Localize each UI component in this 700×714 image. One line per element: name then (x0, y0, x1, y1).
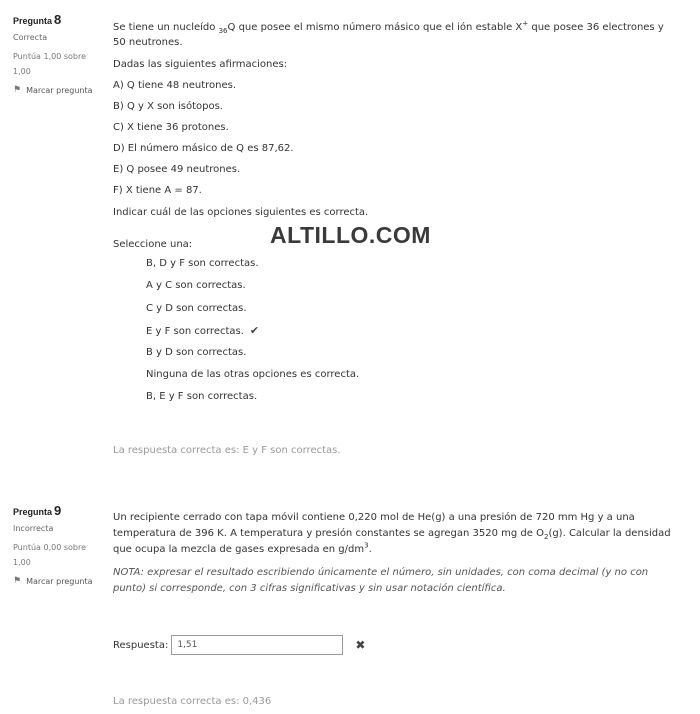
q9-stem-a: Un recipiente cerrado con tapa móvil contiene 0,220 mol de He(g) a una presión de 720 mm Hg y a una temperatura de 396 K. A temperatura y presión constantes se agregan 3520 mg de O (113, 512, 635, 539)
q8-grade (13, 49, 103, 79)
q9-grade (13, 540, 103, 570)
q8-stem-sup: + (522, 19, 529, 28)
q9-grade-line1: Puntúa 0,00 sobre (13, 543, 87, 552)
q9-answer-label: Respuesta: (113, 639, 169, 651)
q8-option-5[interactable]: B y D son correctas. (146, 347, 247, 358)
q9-answer-row (113, 635, 365, 655)
q8-stem-sub: 36 (218, 27, 228, 35)
q8-state: Correcta (13, 33, 48, 42)
q9-flag-button[interactable] (13, 576, 103, 586)
q8-statement-b: B) Q y X son isótopos. (113, 101, 223, 112)
q8-label: Pregunta (13, 16, 53, 26)
q8-option-6[interactable]: Ninguna de las otras opciones es correcta. (146, 369, 360, 380)
q8-stem-c: que posee 36 electrones y 50 neutrones. (113, 22, 664, 48)
check-icon: ✔ (249, 324, 260, 337)
flag-icon: ⚑ (13, 85, 22, 95)
q8-option-2[interactable]: A y C son correctas. (146, 280, 246, 291)
q8-number: 8 (54, 12, 62, 27)
q9-stem (113, 510, 678, 558)
q9-title (13, 503, 103, 518)
q8-instruction: Indicar cuál de las opciones siguientes es correcta. (113, 207, 369, 218)
q8-intro: Dadas las siguientes afirmaciones: (113, 59, 288, 70)
q8-flag-button[interactable] (13, 85, 103, 95)
q8-option-1[interactable]: B, D y F son correctas. (146, 258, 259, 269)
q8-correct-answer: La respuesta correcta es: E y F son correctas. (113, 445, 341, 456)
q9-correct-answer: La respuesta correcta es: 0,436 (113, 696, 272, 707)
q8-stem-a: Se tiene un nucleído (113, 22, 219, 33)
q8-title (13, 12, 103, 27)
q8-grade-line1: Puntúa 1,00 sobre (13, 52, 87, 61)
q8-statement-e: E) Q posee 49 neutrones. (113, 164, 241, 175)
q9-stem-sup: 3 (364, 541, 369, 550)
q8-option-3[interactable]: C y D son correctas. (146, 303, 247, 314)
q9-info (13, 503, 103, 586)
flag-icon: ⚑ (13, 576, 22, 586)
q8-stem-b: Q que posee el mismo número másico que el ión estable X (227, 22, 523, 33)
q9-number: 9 (54, 503, 62, 518)
q9-state: Incorrecta (13, 524, 54, 533)
q8-statement-a: A) Q tiene 48 neutrones. (113, 80, 237, 91)
q8-statement-c: C) X tiene 36 protones. (113, 122, 229, 133)
q8-stem (113, 20, 678, 50)
q8-grade-line2: 1,00 (13, 67, 31, 76)
q8-select-prompt: Seleccione una: (113, 239, 193, 250)
q9-grade-line2: 1,00 (13, 558, 31, 567)
q8-option-7[interactable]: B, E y F son correctas. (146, 391, 258, 402)
q8-option-4-label: E y F son correctas. (146, 326, 244, 337)
q8-info (13, 12, 103, 95)
q9-stem-c: . (368, 544, 372, 555)
q9-label: Pregunta (13, 507, 53, 517)
q8-statement-d: D) El número másico de Q es 87,62. (113, 143, 294, 154)
q8-flag-label: Marcar pregunta (26, 85, 93, 95)
incorrect-x-icon: ✖ (355, 638, 366, 652)
q8-statement-f: F) X tiene A = 87. (113, 185, 202, 196)
q9-note: NOTA: expresar el resultado escribiendo únicamente el número, sin unidades, con coma decimal (y no con punto) si corresponde, con 3 cifras significativas y sin usar notación científica. (113, 567, 649, 594)
watermark: ALTILLO.COM (270, 222, 431, 248)
q9-answer-input[interactable] (171, 635, 343, 655)
q9-stem-b: (g). Calcular la densidad que ocupa la mezcla de gases expresada en g/dm (113, 528, 671, 555)
q8-option-4[interactable] (146, 324, 259, 337)
q9-flag-label: Marcar pregunta (26, 576, 93, 586)
q9-stem-sub: 2 (543, 533, 549, 541)
